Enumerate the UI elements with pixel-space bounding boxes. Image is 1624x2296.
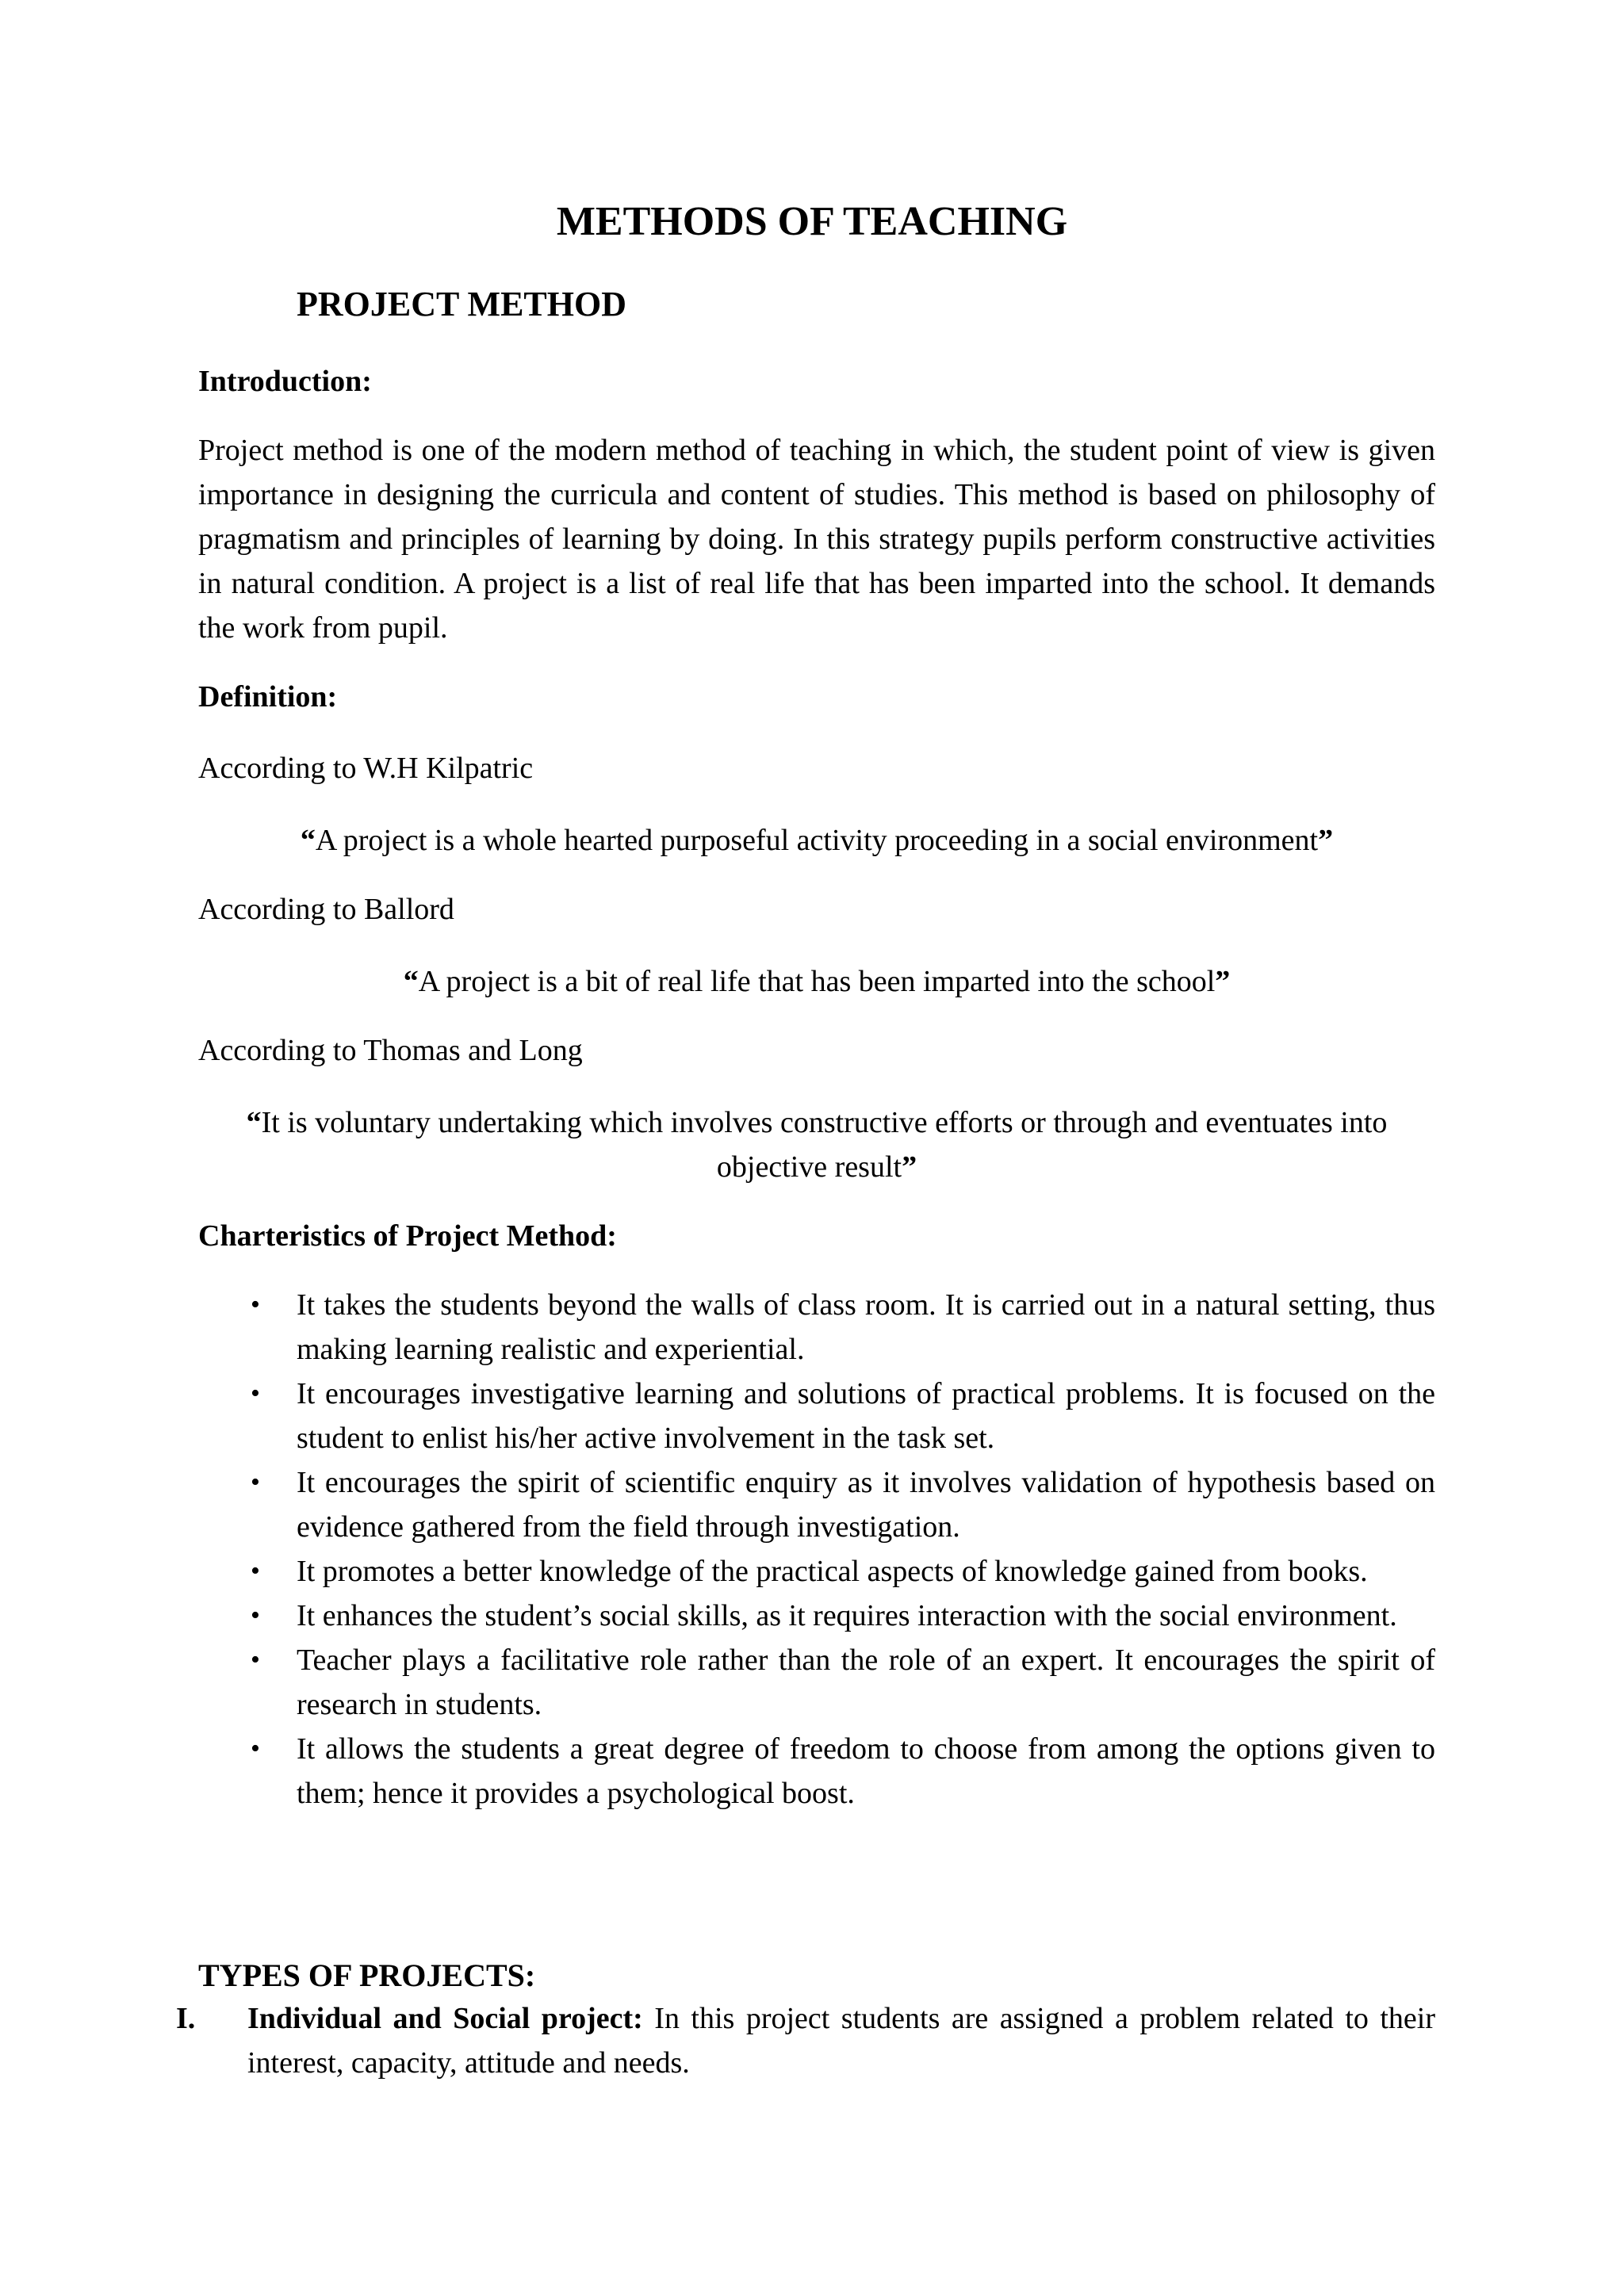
types-heading: TYPES OF PROJECTS:: [198, 1957, 536, 1993]
list-item-text: It enhances the student’s social skills, as it requires interaction with the social environment.: [297, 1599, 1397, 1632]
definition-quote-3: [198, 1100, 1435, 1189]
introduction-paragraph: Project method is one of the modern method of teaching in which, the student point of view is given importance in designing the curricula and content of studies. This method is based on philosophy of pragmatism and principles of learning by doing. In this strategy pupils perform constructive activities in natural condition. A project is a list of real life that has been imparted into the school. It demands the work from pupil.: [198, 434, 1435, 645]
bullet-icon: •: [251, 1290, 260, 1319]
section-title: PROJECT METHOD: [297, 285, 627, 323]
bullet-icon: •: [251, 1734, 260, 1763]
definition-source-2: According to Ballord: [198, 893, 454, 926]
bullet-icon: •: [251, 1645, 260, 1674]
list-item-text: Teacher plays a facilitative role rather than the role of an expert. It encourages the spirit of research in students.: [297, 1644, 1435, 1721]
definition-quote-1: [198, 818, 1435, 863]
close-quote-mark: ”: [902, 1150, 917, 1184]
document-title: METHODS OF TEACHING: [556, 199, 1068, 244]
quote-text: A project is a whole hearted purposeful activity proceeding in a social environment: [315, 824, 1319, 857]
type-item-body: [247, 1996, 1435, 2085]
characteristics-list: [198, 1283, 1435, 1816]
list-item: [198, 1727, 1435, 1816]
type-item-text: In this project students are assigned a problem related to their interest, capacity, attitude and needs.: [247, 2002, 1436, 2080]
definition-source-1: According to W.H Kilpatric: [198, 752, 534, 785]
type-item-number: I.: [176, 2002, 196, 2035]
type-item-label: Individual and Social project:: [247, 2002, 643, 2035]
list-item-text: It encourages the spirit of scientific enquiry as it involves validation of hypothesis based on evidence gathered from the field through investigation.: [297, 1466, 1435, 1544]
bullet-icon: •: [251, 1379, 260, 1408]
quote-text: It is voluntary undertaking which involves constructive efforts or through and eventuates into objective result: [261, 1106, 1388, 1184]
introduction-heading: Introduction:: [198, 365, 372, 398]
close-quote-mark: ”: [1215, 965, 1231, 998]
open-quote-mark: “: [246, 1106, 262, 1139]
quote-text: A project is a bit of real life that has been imparted into the school: [418, 965, 1216, 998]
bullet-icon: •: [251, 1468, 260, 1497]
close-quote-mark: ”: [1318, 824, 1334, 857]
list-item: [198, 1283, 1435, 1372]
definition-source-3: According to Thomas and Long: [198, 1034, 583, 1067]
list-item: [198, 1549, 1435, 1594]
bullet-icon: •: [251, 1556, 260, 1586]
list-item: [198, 1638, 1435, 1727]
bullet-icon: •: [251, 1601, 260, 1630]
open-quote-mark: “: [300, 824, 316, 857]
list-item: [198, 1460, 1435, 1549]
list-item-text: It takes the students beyond the walls of class room. It is carried out in a natural setting, thus making learning realistic and experiential.: [297, 1288, 1435, 1366]
characteristics-heading: Charteristics of Project Method:: [198, 1219, 617, 1253]
list-item-text: It promotes a better knowledge of the practical aspects of knowledge gained from books.: [297, 1555, 1368, 1588]
list-item-text: It encourages investigative learning and solutions of practical problems. It is focused on the student to enlist his/her active involvement in the task set.: [297, 1377, 1435, 1455]
definition-quote-2: [198, 959, 1435, 1004]
type-item: [176, 1996, 1435, 2085]
list-item: [198, 1594, 1435, 1638]
open-quote-mark: “: [403, 965, 419, 998]
list-item-text: It allows the students a great degree of freedom to choose from among the options given to them; hence it provides a psychological boost.: [297, 1732, 1435, 1810]
list-item: [198, 1372, 1435, 1460]
definition-heading: Definition:: [198, 680, 338, 714]
